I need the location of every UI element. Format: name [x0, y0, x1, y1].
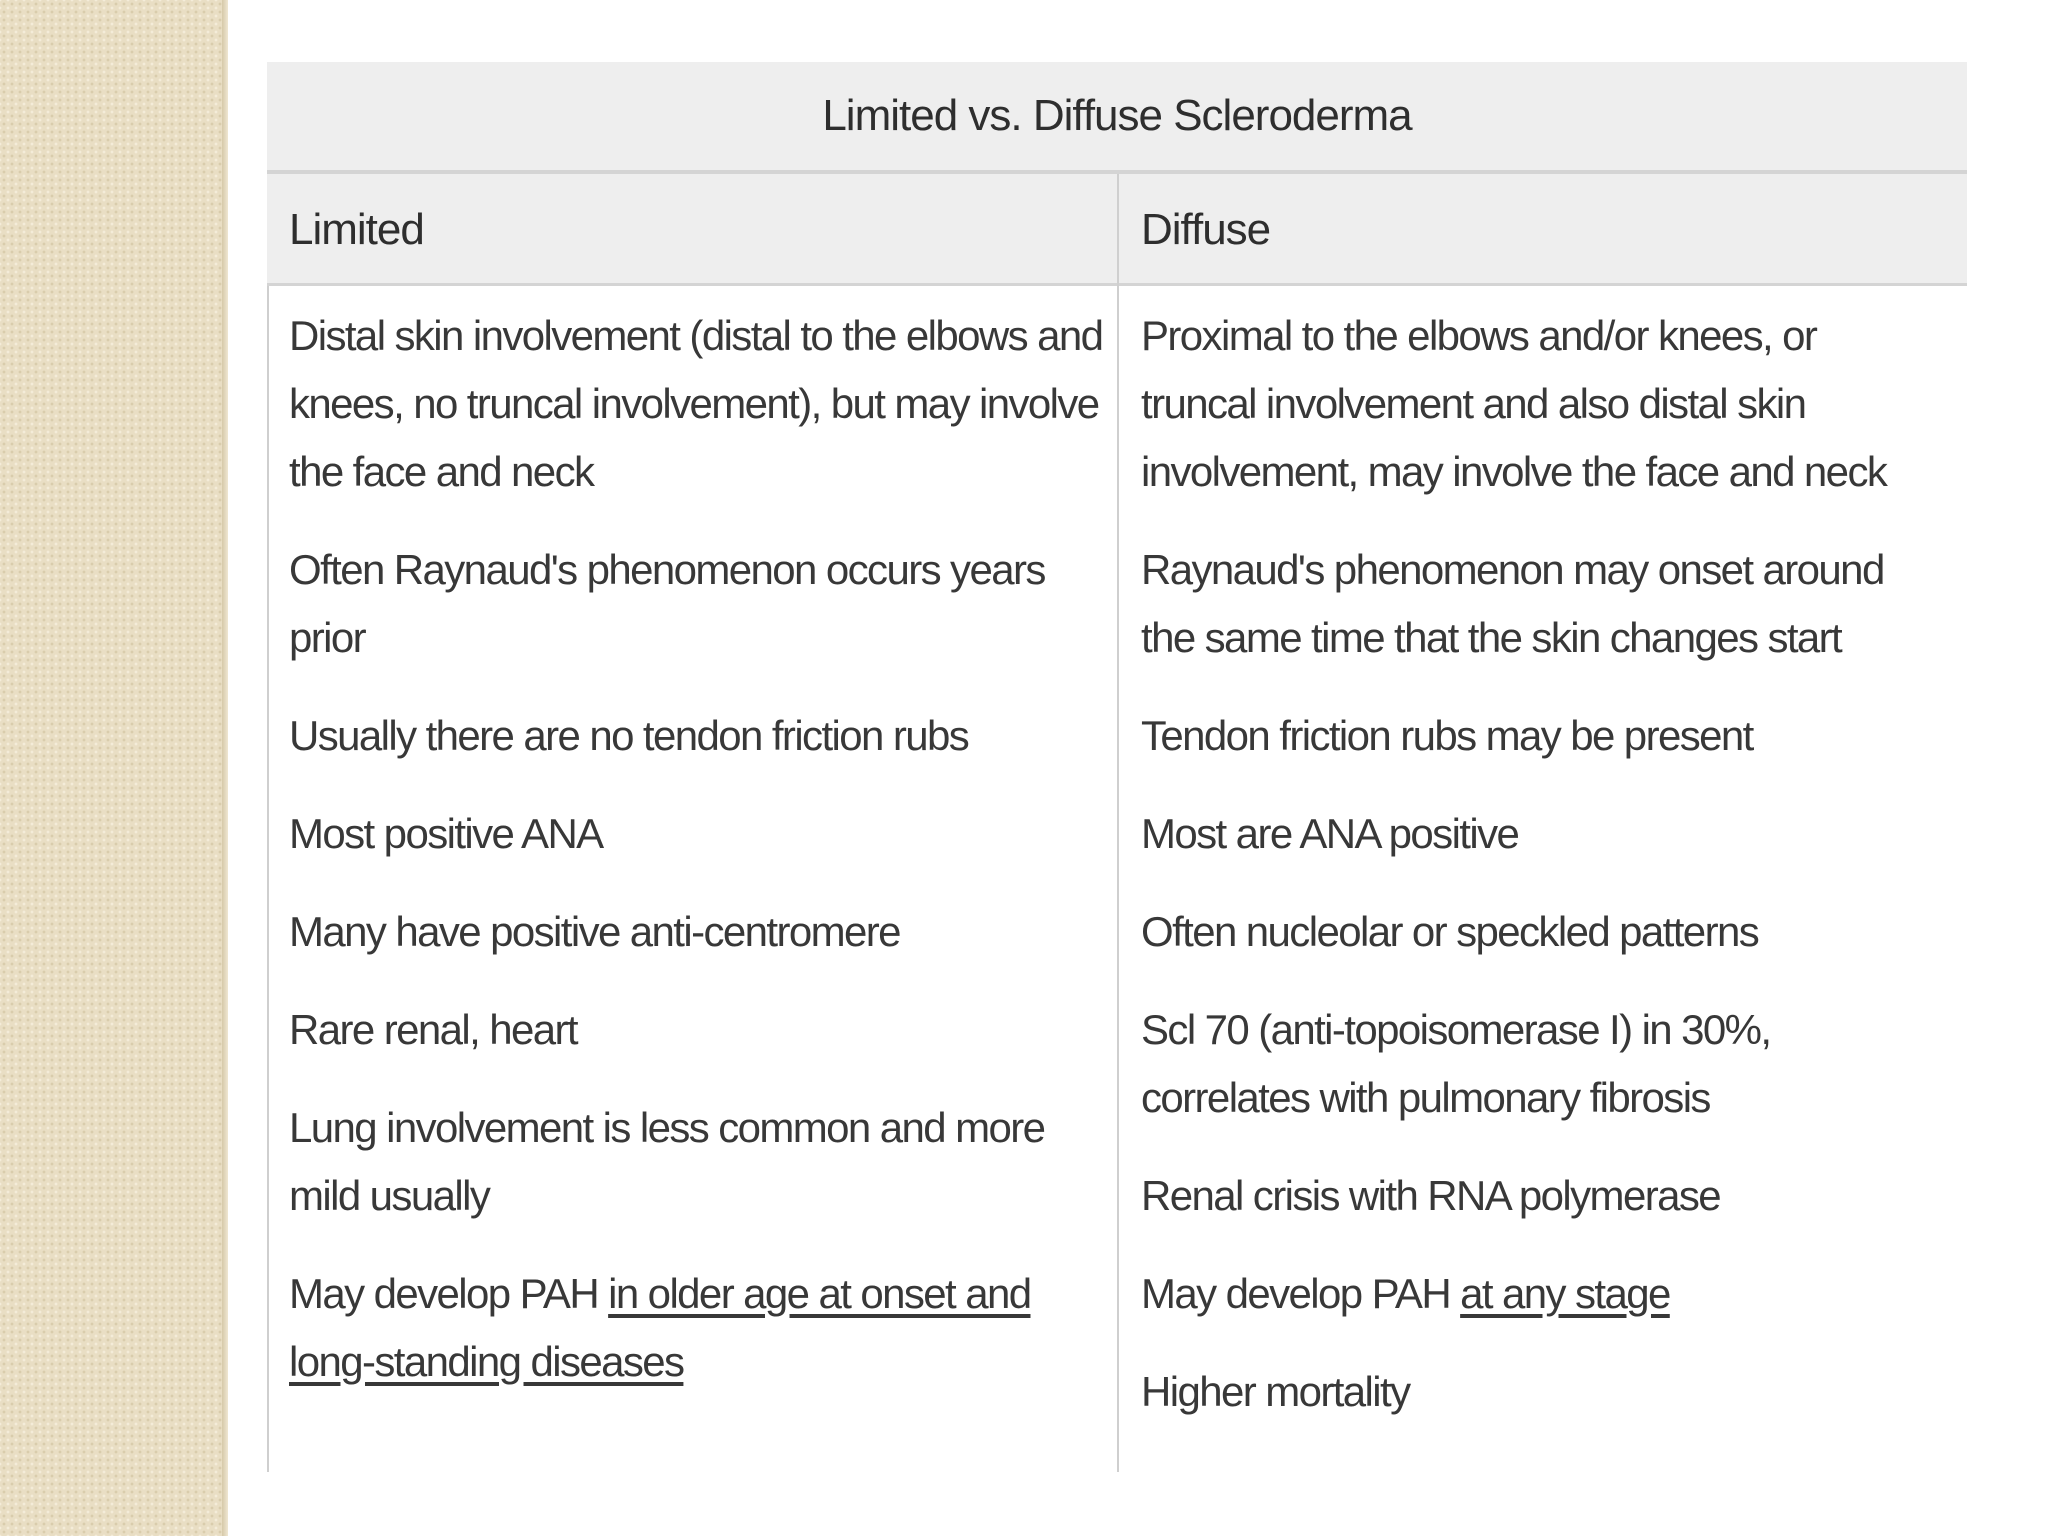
- limited-item: Often Raynaud's phenomenon occurs years prior: [289, 546, 1045, 661]
- table-title: Limited vs. Diffuse Scleroderma: [267, 62, 1967, 174]
- diffuse-pah-underlined: at any stage: [1460, 1270, 1670, 1317]
- limited-item-pah: [289, 1260, 1107, 1396]
- diffuse-item: Often nucleolar or speckled patterns: [1141, 908, 1759, 955]
- diffuse-item: Scl 70 (anti-topoisomerase I) in 30%, correlates with pulmonary fibrosis: [1141, 1006, 1771, 1121]
- diffuse-column: [1119, 302, 1967, 1456]
- limited-pah-prefix: May develop PAH: [289, 1270, 609, 1317]
- diffuse-item-pah: [1141, 1260, 1937, 1328]
- limited-column: [267, 302, 1119, 1426]
- diffuse-item: Raynaud's phenomenon may onset around the same time that the skin changes start: [1141, 546, 1884, 661]
- decorative-side-panel: [0, 0, 226, 1536]
- limited-item: Many have positive anti-centromere: [289, 908, 900, 955]
- limited-item: Usually there are no tendon friction rubs: [289, 712, 969, 759]
- header-limited: Limited: [267, 174, 1119, 286]
- side-panel-edge: [222, 0, 228, 1536]
- diffuse-item: Tendon friction rubs may be present: [1141, 712, 1753, 759]
- limited-pah-underlined: in older age at onset and long-standing diseases: [289, 1270, 1031, 1385]
- diffuse-item: Proximal to the elbows and/or knees, or truncal involvement and also distal skin involvement, may involve the face and neck: [1141, 312, 1887, 495]
- limited-item: Most positive ANA: [289, 810, 603, 857]
- comparison-table: [267, 62, 1967, 1472]
- diffuse-item: Higher mortality: [1141, 1368, 1410, 1415]
- diffuse-item: Renal crisis with RNA polymerase: [1141, 1172, 1721, 1219]
- diffuse-item: Most are ANA positive: [1141, 810, 1519, 857]
- limited-item: Lung involvement is less common and more mild usually: [289, 1104, 1045, 1219]
- header-diffuse: Diffuse: [1119, 174, 1967, 286]
- limited-item: Rare renal, heart: [289, 1006, 577, 1053]
- limited-item: Distal skin involvement (distal to the elbows and knees, no truncal involvement), but may involve the face and neck: [289, 312, 1103, 495]
- diffuse-pah-prefix: May develop PAH: [1141, 1270, 1461, 1317]
